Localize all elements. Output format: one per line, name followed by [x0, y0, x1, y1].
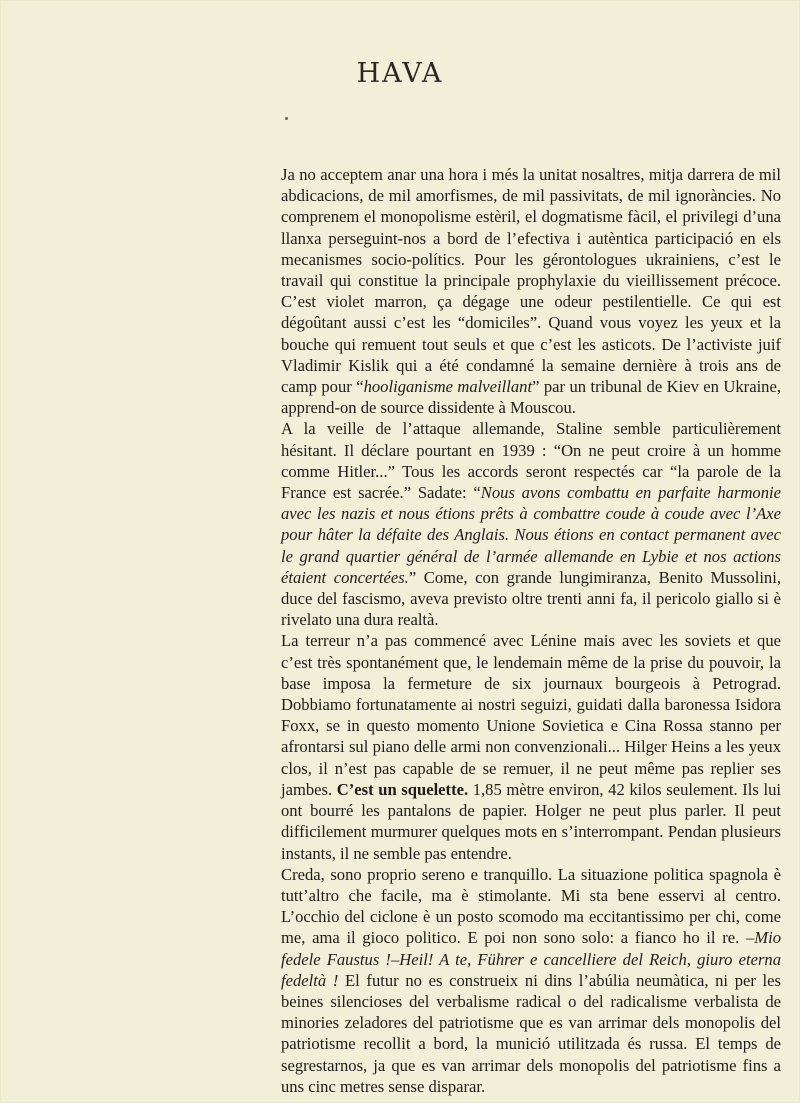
text-run: 1,85 mètre environ, 42 kilos seulement. Ils lui ont bourré les pantalons de papier. Holger ne peut plus parler. Il peut difficilement murmurer quelques mots en s’interrompant. Pendan plusieurs instants, il ne semble pas entendre.: [281, 779, 781, 863]
text-run: Ja no acceptem anar una hora i més la unitat nosaltres, mitja darrera de mil abdicacions, de mil amorfismes, de mil passivitats, de mil ignoràncies. No comprenem el monopolisme estèril, el dogmatisme fàcil, el privilegi d’una llanxa perseguint-nos a bord de l’efectiva i autèntica participació en els mecanismes socio-polítics. Pour les gérontologues ukrainiens, c’est le travail qui constitue la principale prophylaxie du vieillissement précoce. C’est violet marron, ça dégage une odeur pestilentielle. Ce qui est dégoûtant aussi c’est les “domiciles”. Quand vous voyez les yeux et la bouche qui remuent tout seuls et que c’est les asticots. De l’activiste juif Vladimir Kislik qui a été condamné la semaine dernière à trois ans de camp pour “: [281, 165, 781, 397]
text-run: ” Come, con grande lungimiranza, Benito Mussolini, duce del fascismo, aveva previsto oltre trenti anni fa, il pericolo giallo si è rivelato una dura realtà.: [281, 567, 781, 630]
italic-run: Nous avons combattu en parfaite harmonie avec les nazis et nous étions prêts à combattre coude à coude avec l’Axe pour hâter la défaite des Anglais. Nous étions en contact permanent avec le grand quartier général de l’armée allemande en Lybie et nos actions étaient concertées.: [281, 483, 781, 587]
text-run: El futur no es construeix ni dins l’abúlia neumàtica, ni per les beines silencioses del verbalisme radical o del radicalisme verbalista de minories zeladores del patriotisme que es van arrimar dels monopolis del patriotisme recollit a bord, la munició utilitzada és russa. El temps de segrestarnos, ja que es van arrimar dels monopolis del patriotisme fins a uns cinc metres sense disparar.: [281, 970, 781, 1096]
text-run: ” par un tribunal de Kiev en Ukraine, apprend-on de source dissidente à Mouscou.: [281, 377, 781, 418]
paragraph: [281, 864, 781, 1097]
bold-run: C’est un squelette.: [336, 779, 469, 799]
text-run: Creda, sono proprio sereno e tranquillo. La situazione politica spagnola è tutt’altro che facile, ma è stimolante. Mi sta bene esservi al centro. L’occhio del ciclone è un posto scomodo ma eccitantissimo per chi, come me, ama il gioco politico. E poi non sono solo: a fianco ho il re.: [281, 864, 781, 948]
page-title: HAVA: [356, 58, 444, 89]
paragraph: [281, 418, 781, 630]
text-run: La terreur n’a pas commencé avec Lénine mais avec les soviets et que c’est très spontanément que, le lendemain même de la prise du pouvoir, la base imposa la fermeture de six journaux bourgeois à Petrograd. Dobbiamo fortunatamente ai nostri seguizi, guidati dalla baronessa Isidora Foxx, se in questo momento Unione Sovietica e Cina Rossa stanno per afrontarsi sul piano delle armi non convenzionali... Hilger Heins a les yeux clos, il n’est pas capable de se remuer, il ne peut même pas replier ses jambes.: [281, 631, 781, 799]
paragraph: [281, 630, 781, 863]
body-text: [281, 164, 781, 1097]
text-run: A la veille de l’attaque allemande, Staline semble particulièrement hésitant. Il déclare pourtant en 1939 : “On ne peut croire à un homme comme Hitler...” Tous les accords seront respectés car “la parole de la France est sacrée.” Sadate: “: [281, 419, 781, 503]
italic-run: –Mio fedele Faustus !–Heil! A te, Führer e cancelliere del Reich, giuro eterna fedeltà !: [281, 928, 781, 990]
italic-run: hooliganisme malveillant: [363, 377, 533, 397]
ink-speck: [285, 117, 288, 120]
paragraph: [281, 164, 781, 418]
